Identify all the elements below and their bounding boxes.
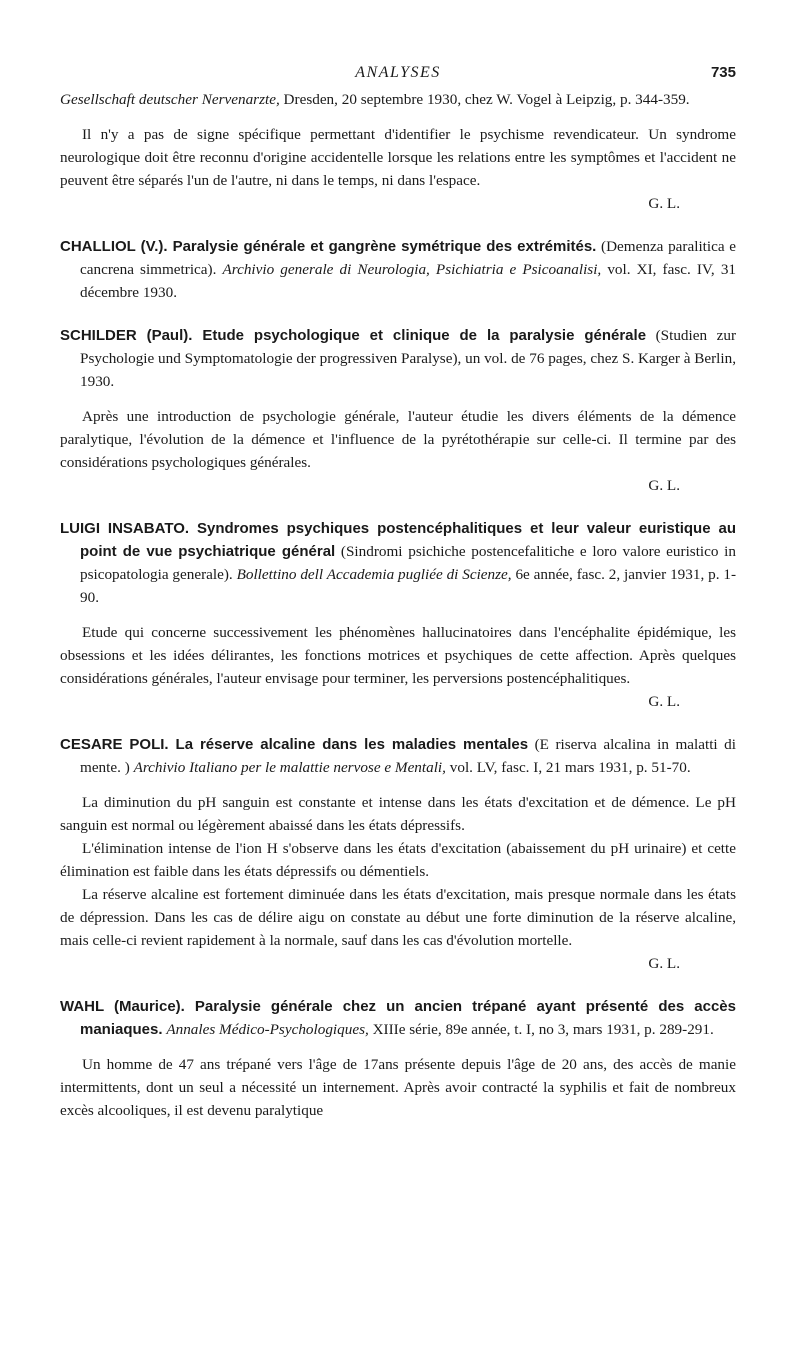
entry-heading	[60, 517, 736, 609]
running-title: ANALYSES	[355, 64, 441, 81]
entry-paragraph: L'élimination intense de l'ion H s'observe dans les états d'excitation (abaissement du pH urinaire) et cette élimination est faible dans les états dépressifs ou démentiels.	[60, 840, 736, 880]
page-number: 735	[710, 64, 736, 81]
entry-title: La réserve alcaline dans les maladies mentales	[168, 736, 529, 753]
entry-author: CHALLIOL (V.).	[60, 238, 168, 255]
entry-author: CESARE POLI.	[60, 736, 169, 753]
entry-heading	[60, 235, 736, 304]
entry-citation: (Demenza paralitica e cancrena simmetrica).	[80, 238, 736, 278]
entry	[60, 324, 736, 497]
entry-paragraph: Un homme de 47 ans trépané vers l'âge de 17ans présente depuis l'âge de 20 ans, des accès de manie intermittents, dont un seul a nécessité un internement. Après avoir contracté la syphilis et fait de nombreux excès alcooliques, il est devenu paralytique	[60, 1056, 736, 1119]
entry	[60, 517, 736, 713]
entry-journal: Bollettino dell Accademia pugliée di Scienze,	[236, 566, 512, 583]
intro-paragraph: Il n'y a pas de signe spécifique permettant d'identifier le psychisme revendicateur. Un syndrome neurologique doit être reconnu d'origine accidentelle lorsque les relations entre les symptômes et l'accident ne peuvent être séparés l'un de l'autre, ni dans le temps, ni dans l'espace.	[60, 126, 736, 189]
entry	[60, 995, 736, 1122]
entry-paragraph: Etude qui concerne successivement les phénomènes hallucinatoires dans l'encéphalite épidémique, les obsessions et les idées délirantes, les fonctions motrices et psychiques de cette affection. Après quelques considérations générales, l'auteur envisage pour terminer, les perversions postencéphalitiques.	[60, 624, 736, 687]
entry-citation: vol. LV, fasc. I, 21 mars 1931, p. 51-70.	[445, 759, 691, 776]
intro-signature: G. L.	[648, 195, 680, 212]
entry-citation: XIIIe série, 89e année, t. I, no 3, mars 1931, p. 289-291.	[368, 1021, 714, 1038]
entry-journal: Annales Médico-Psychologiques,	[166, 1021, 369, 1038]
entry-paragraph: Après une introduction de psychologie générale, l'auteur étudie les divers éléments de la démence paralytique, l'évolution de la démence et l'influence de la pyrétothérapie sur celle-ci. Il termine par des considérations psychologiques générales.	[60, 408, 736, 471]
entry-heading	[60, 995, 736, 1041]
page	[60, 58, 736, 1122]
entry-title: Paralysie générale chez un ancien trépané ayant présenté des accès maniaques.	[80, 998, 736, 1038]
running-header	[60, 58, 736, 88]
intro-source-journal: Gesellschaft deutscher Nervenarzte,	[60, 91, 280, 108]
entry-citation: vol. XI, fasc. IV, 31 décembre 1930.	[80, 261, 737, 301]
intro-source	[60, 88, 736, 111]
entry-title: Syndromes psychiques postencéphalitiques et leur valeur euristique au point de vue psychiatrique général	[80, 520, 736, 560]
intro-source-details: Dresden, 20 septembre 1930, chez W. Vogel à Leipzig, p. 344-359.	[279, 91, 690, 108]
entry-paragraph: La réserve alcaline est fortement diminuée dans les états d'excitation, mais presque normale dans les états de dépression. Dans les cas de délire aigu on constate au début une forte diminution de la réserve alcaline, mais celle-ci revient rapidement à la normale, sauf dans les cas d'évolution mortelle.	[60, 886, 736, 949]
entry	[60, 235, 736, 304]
entry-citation: (Studien zur Psychologie und Symptomatologie der progressiven Paralyse), un vol. de 76 pages, chez S. Karger à Berlin, 1930.	[80, 327, 737, 390]
entry	[60, 733, 736, 975]
entry-journal: Archivio generale di Neurologia, Psichiatria e Psicoanalisi,	[222, 261, 602, 278]
entry-author: WAHL (Maurice).	[60, 998, 185, 1015]
abstract-entries	[60, 235, 736, 1122]
entry-author: LUIGI INSABATO.	[60, 520, 190, 537]
entry-citation: (E riserva alcalina in malatti di mente. )	[80, 736, 736, 776]
entry-journal: Archivio Italiano per le malattie nervose e Mentali,	[133, 759, 446, 776]
entry-heading	[60, 733, 736, 779]
entry-citation: 6e année, fasc. 2, janvier 1931, p. 1-90.	[80, 566, 737, 606]
entry-heading	[60, 324, 736, 393]
entry-signature: G. L.	[648, 477, 680, 494]
entry-title: Paralysie générale et gangrène symétrique des extrémités.	[167, 238, 597, 255]
entry-signature: G. L.	[648, 693, 680, 710]
entry-paragraph: La diminution du pH sanguin est constante et intense dans les états d'excitation et de démence. Le pH sanguin est normal ou légèrement abaissé dans les états dépressifs.	[60, 794, 736, 834]
entry-signature: G. L.	[648, 955, 680, 972]
entry-title: Etude psychologique et clinique de la paralysie générale	[192, 327, 647, 344]
entry-author: SCHILDER (Paul).	[60, 327, 193, 344]
entry-citation: (Sindromi psichiche postencefalitiche e loro valore euristico in psicopatologia generale).	[80, 543, 736, 583]
